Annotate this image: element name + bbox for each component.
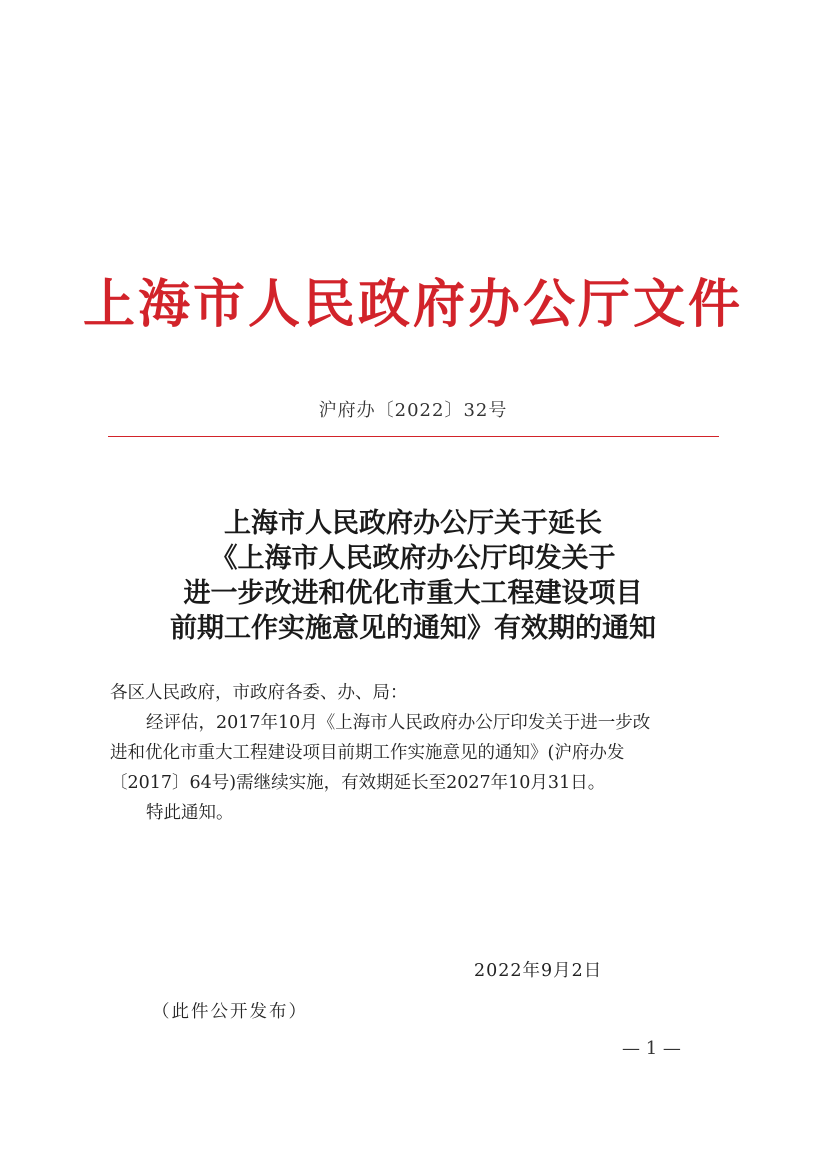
notice-title bbox=[0, 506, 826, 646]
notice-title-line-4: 前期工作实施意见的通知》有效期的通知 bbox=[170, 613, 656, 644]
document-number: 沪府办〔2022〕32号 bbox=[318, 400, 508, 421]
notice-title-line-3: 进一步改进和优化市重大工程建设项目 bbox=[183, 578, 643, 609]
paragraph-line-3: 〔2017〕64号)需继续实施，有效期延长至2027年10月31日。 bbox=[110, 773, 606, 793]
notice-title-line-1: 上海市人民政府办公厅关于延长 bbox=[224, 508, 602, 539]
page-number: — 1 — bbox=[622, 1038, 681, 1059]
paragraph-line-1: 经评估，2017年10月《上海市人民政府办公厅印发关于进一步改 bbox=[146, 713, 651, 733]
notice-body bbox=[110, 678, 722, 828]
notice-title-line-2: 《上海市人民政府办公厅印发关于 bbox=[210, 543, 616, 574]
red-separator-line bbox=[108, 436, 719, 437]
salutation: 各区人民政府，市政府各委、办、局： bbox=[110, 683, 408, 703]
document-header-title: 上海市人民政府办公厅文件 bbox=[82, 274, 743, 335]
closing-line: 特此通知。 bbox=[146, 803, 234, 823]
issue-date: 2022年9月2日 bbox=[474, 961, 603, 981]
publish-note: （此件公开发布） bbox=[152, 1002, 308, 1022]
paragraph-line-2: 进和优化市重大工程建设项目前期工作实施意见的通知》(沪府办发 bbox=[110, 743, 625, 763]
